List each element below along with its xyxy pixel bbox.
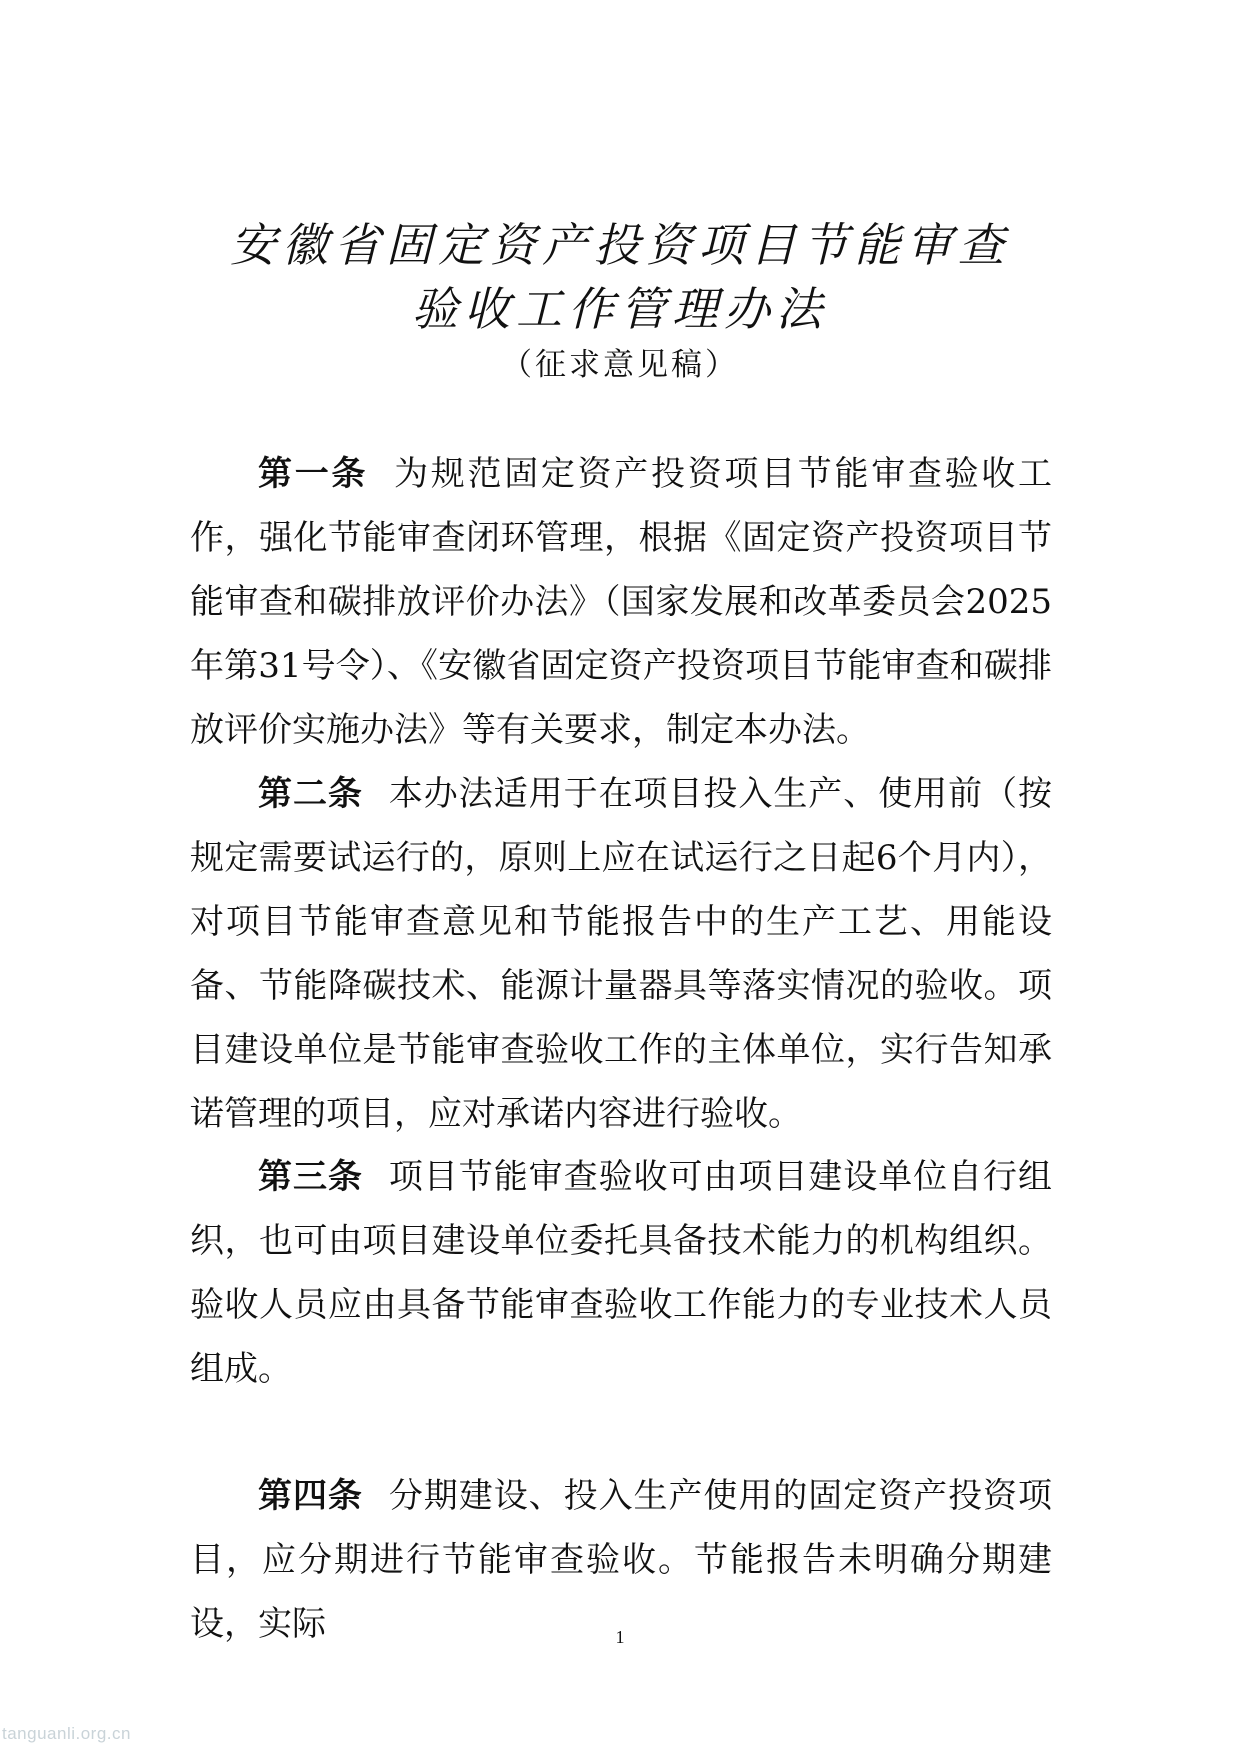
article-3 <box>190 1145 1052 1401</box>
document-title-line-2: 验收工作管理办法 <box>412 282 828 336</box>
article-1 <box>190 442 1052 762</box>
article-4-label: 第四条 <box>258 1476 363 1516</box>
article-4-text: 分期建设、投入生产使用的固定资产投资项目，应分期进行节能审查验收。节能报告未明确分期建设，实际 <box>190 1476 1053 1644</box>
page-number: 1 <box>615 1627 625 1647</box>
article-2-label: 第二条 <box>258 774 363 814</box>
article-2 <box>190 762 1052 1146</box>
watermark-text: tanguanli.org.cn <box>2 1724 131 1743</box>
article-1-text: 为规范固定资产投资项目节能审查验收工作，强化节能审查闭环管理，根据《固定资产投资项目节能审查和碳排放评价办法》（国家发展和改革委员会2025年第31号令）、《安徽省固定资产投资项目节能审查和碳排放评价实施办法》等有关要求，制定本办法。 <box>190 454 1053 750</box>
article-2-text: 本办法适用于在项目投入生产、使用前（按规定需要试运行的，原则上应在试运行之日起6个月内），对项目节能审查意见和节能报告中的生产工艺、用能设备、节能降碳技术、能源计量器具等落实情况的验收。项目建设单位是节能审查验收工作的主体单位，实行告知承诺管理的项目，应对承诺内容进行验收。 <box>190 774 1053 1134</box>
document-title-line-1: 安徽省固定资产投资项目节能审查 <box>230 218 1010 272</box>
article-3-text: 项目节能审查验收可由项目建设单位自行组织，也可由项目建设单位委托具备技术能力的机构组织。验收人员应由具备节能审查验收工作能力的专业技术人员组成。 <box>190 1157 1053 1389</box>
article-3-label: 第三条 <box>258 1157 363 1197</box>
document-subtitle: （征求意见稿） <box>501 347 739 383</box>
article-1-label: 第一条 <box>258 454 369 494</box>
